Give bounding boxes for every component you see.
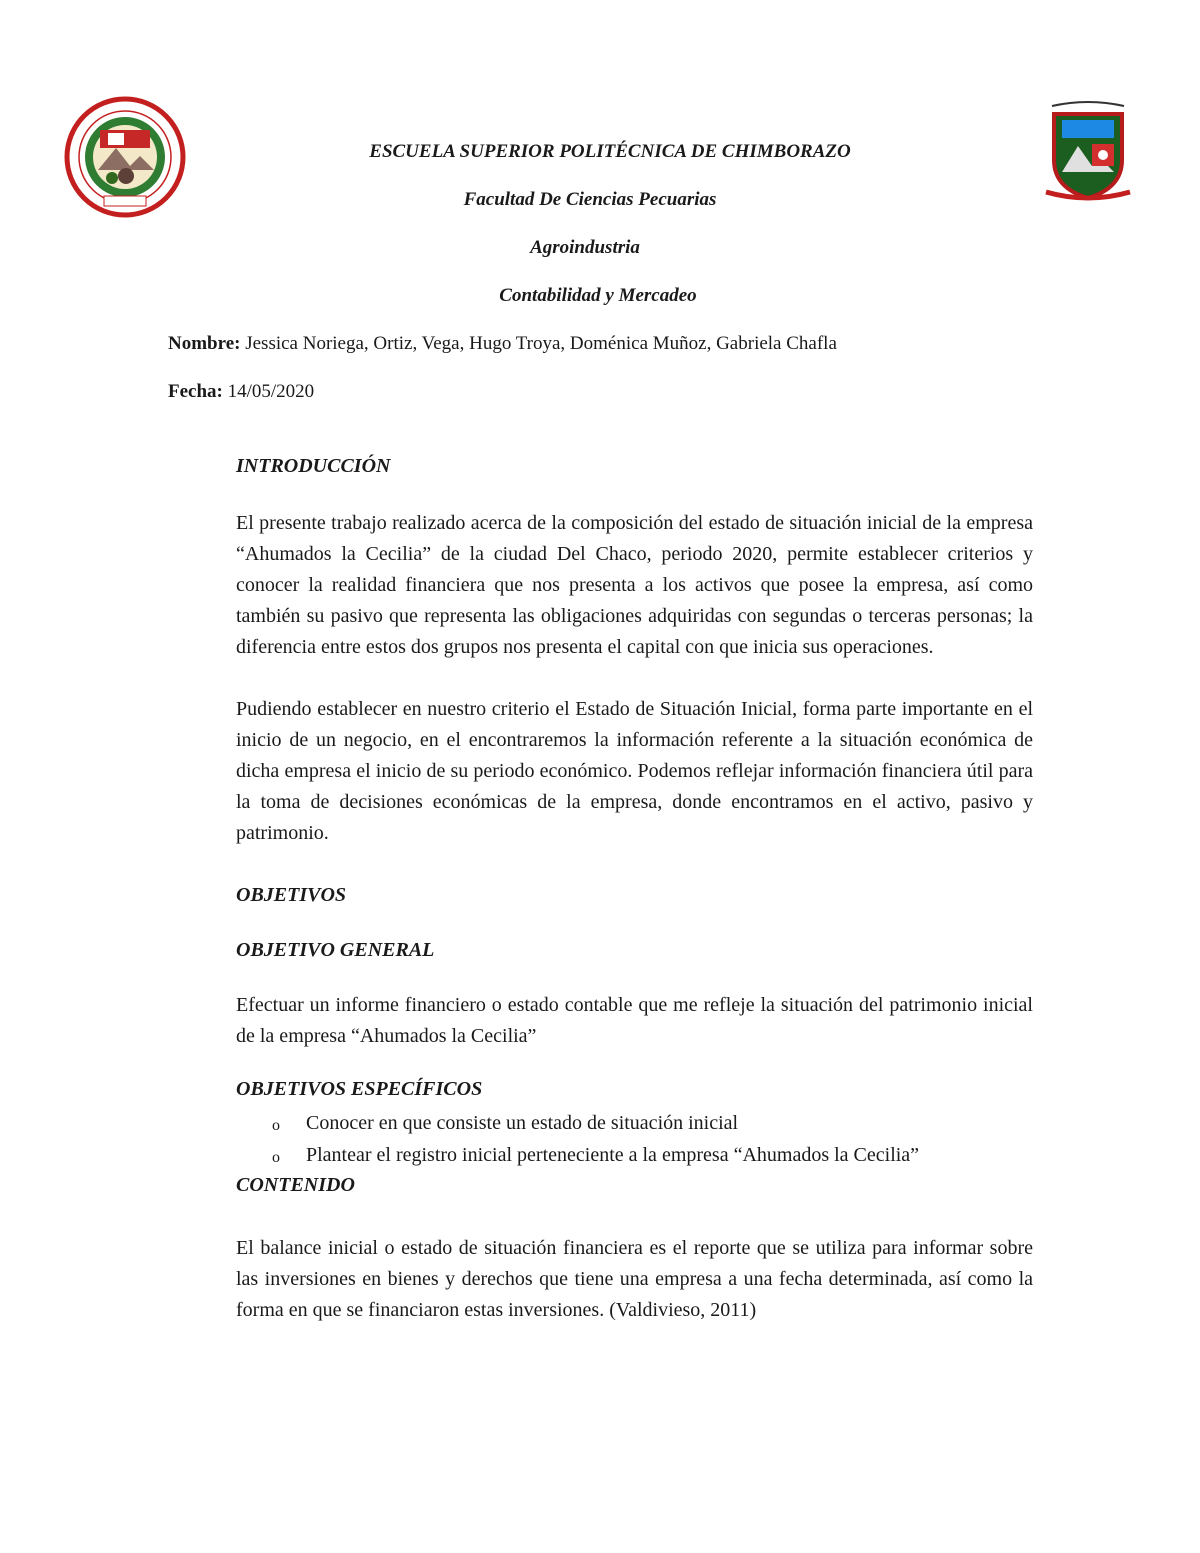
intro-heading: INTRODUCCIÓN — [236, 455, 391, 477]
bullet-icon: o — [272, 1117, 280, 1134]
content-paragraph-1: El balance inicial o estado de situación financiera es el reporte que se utiliza para informar sobre las inversiones en bienes y derechos que tiene una empresa a una fecha determinada, así como la forma en que se financiaron estas inversiones. (Valdivieso, 2011) — [236, 1237, 1033, 1321]
general-objective-heading: OBJETIVO GENERAL — [236, 939, 435, 961]
list-item: o Plantear el registro inicial perteneciente a la empresa “Ahumados la Cecilia” — [236, 1139, 1056, 1171]
bullet-icon: o — [272, 1149, 280, 1166]
institution-title: ESCUELA SUPERIOR POLITÉCNICA DE CHIMBORAZO — [369, 141, 851, 162]
objectives-heading: OBJETIVOS — [236, 884, 347, 906]
date-line — [168, 381, 314, 403]
specific-objectives-heading: OBJETIVOS ESPECÍFICOS — [236, 1078, 483, 1100]
subject-title: Contabilidad y Mercadeo — [499, 285, 697, 306]
content-heading: CONTENIDO — [236, 1174, 355, 1196]
faculty-title: Facultad De Ciencias Pecuarias — [463, 189, 717, 210]
date-label: Fecha: — [168, 381, 223, 402]
name-label: Nombre: — [168, 333, 241, 354]
date-value: 14/05/2020 — [222, 381, 315, 402]
intro-paragraph-2: Pudiendo establecer en nuestro criterio el Estado de Situación Inicial, forma parte importante en el inicio de un negocio, en el encontraremos la información referente a la situación económica de dicha empresa el inicio de su periodo económico. Podemos reflejar información financiera útil para la toma de decisiones económicas de la empresa, donde encontramos en el activo, pasivo y patrimonio. — [236, 698, 1033, 844]
intro-paragraph-1: El presente trabajo realizado acerca de la composición del estado de situación inicial de la empresa “Ahumados la Cecilia” de la ciudad Del Chaco, periodo 2020, permite establecer criterios y conocer la realidad financiera que nos presenta a los activos que posee la empresa, así como también su pasivo que representa las obligaciones adquiridas con segundas o terceras personas; la diferencia entre estos dos grupos nos presenta el capital con que inicia sus operaciones. — [236, 512, 1033, 658]
general-objective-text: Efectuar un informe financiero o estado contable que me refleje la situación del patrimonio inicial de la empresa “Ahumados la Cecilia” — [236, 994, 1033, 1047]
name-line — [168, 333, 837, 355]
career-title: Agroindustria — [530, 237, 640, 258]
name-value: Jessica Noriega, Ortiz, Vega, Hugo Troya, Doménica Muñoz, Gabriela Chafla — [240, 333, 837, 354]
list-item: o Conocer en que consiste un estado de situación inicial — [236, 1107, 1056, 1139]
specific-objectives-list — [236, 1107, 1056, 1171]
